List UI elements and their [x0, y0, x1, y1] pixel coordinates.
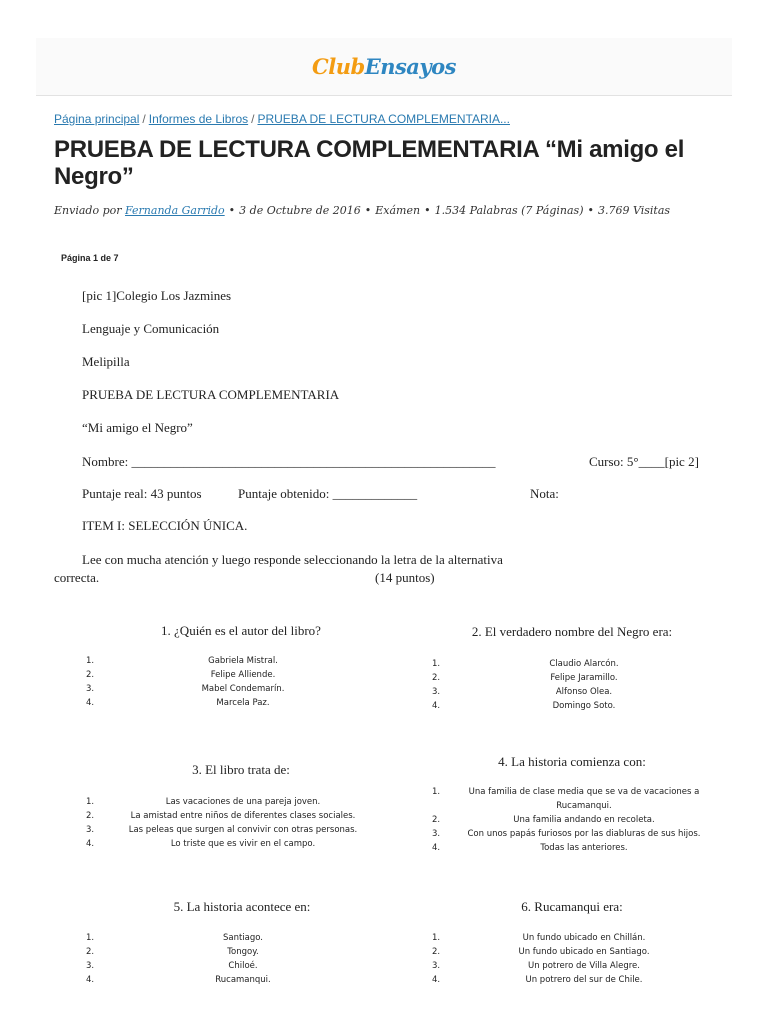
option-row [86, 696, 376, 710]
option-text: Un fundo ubicado en Chillán. [522, 933, 646, 943]
doc-name-field: Nombre: ________________________________________________________ [82, 454, 496, 469]
page-indicator: Página 1 de 7 [61, 253, 119, 263]
option-text: Domingo Soto. [552, 701, 616, 711]
option-row [432, 827, 712, 841]
logo-ensayos: Ensayos [364, 54, 456, 79]
option-number: 3. [86, 684, 95, 694]
option-text: Las vacaciones de una pareja joven. [165, 797, 321, 807]
option-row [86, 795, 376, 809]
doc-instructions-cont: correcta. [54, 570, 100, 585]
option-row [432, 699, 712, 713]
author-link[interactable]: Fernanda Garrido [125, 204, 225, 217]
question-3-title: 3. El libro trata de: [192, 762, 290, 777]
option-row [86, 931, 376, 945]
question-6-options [432, 931, 712, 987]
breadcrumb [54, 112, 510, 126]
meta-bullet: • [228, 204, 236, 217]
option-text: Un potrero de Villa Alegre. [528, 961, 640, 971]
option-row [432, 841, 712, 855]
doc-instructions-points: (14 puntos) [375, 570, 435, 585]
option-row [86, 668, 376, 682]
question-6-title: 6. Rucamanqui era: [521, 899, 623, 914]
option-row [86, 945, 376, 959]
option-number: 3. [86, 825, 95, 835]
option-row [86, 959, 376, 973]
meta-bullet: • [424, 204, 431, 217]
question-4-options [432, 785, 712, 855]
doc-course-field: Curso: 5°____[pic 2] [589, 454, 699, 469]
breadcrumb-home-link[interactable]: Página principal [54, 112, 140, 126]
breadcrumb-current-link[interactable]: PRUEBA DE LECTURA COMPLEMENTARIA... [257, 112, 510, 126]
document-meta [54, 204, 670, 217]
option-text: Rucamanqui. [215, 975, 271, 985]
option-row [432, 657, 712, 671]
option-text: Una familia de clase media que se va de vacaciones a Rucamanqui. [468, 787, 700, 811]
site-logo[interactable] [312, 54, 456, 79]
option-text: Tongoy. [227, 947, 259, 957]
option-number: 2. [86, 947, 95, 957]
option-number: 3. [86, 961, 95, 971]
option-number: 4. [86, 839, 95, 849]
meta-words: 1.534 Palabras (7 Páginas) [434, 204, 584, 217]
option-text: Con unos papás furiosos por las diabluras de sus hijos. [467, 829, 701, 839]
option-number: 2. [432, 947, 441, 957]
option-number: 1. [432, 933, 441, 943]
option-row [432, 959, 712, 973]
doc-item-heading: ITEM I: SELECCIÓN ÚNICA. [82, 518, 248, 533]
meta-bullet: • [364, 204, 372, 217]
option-number: 3. [432, 829, 441, 839]
option-text: La amistad entre niños de diferentes clases sociales. [130, 811, 356, 821]
sent-by-label: Enviado por [54, 204, 122, 217]
doc-instructions: Lee con mucha atención y luego responde seleccionando la letra de la alternativa [82, 552, 503, 567]
option-number: 4. [432, 975, 441, 985]
option-text: Un potrero del sur de Chile. [525, 975, 643, 985]
option-text: Las peleas que surgen al convivir con otras personas. [128, 825, 358, 835]
option-text: Felipe Alliende. [210, 670, 276, 680]
doc-line-subject: Lenguaje y Comunicación [82, 321, 220, 336]
option-row [86, 809, 376, 823]
meta-date: 3 de Octubre de 2016 [239, 204, 361, 217]
meta-visits: 3.769 Visitas [598, 204, 671, 217]
option-number: 2. [432, 673, 441, 683]
option-number: 1. [86, 797, 95, 807]
logo-club: Club [312, 54, 365, 79]
option-number: 4. [432, 843, 441, 853]
option-text: Chiloé. [228, 961, 258, 971]
option-text: Santiago. [222, 933, 264, 943]
option-text: Marcela Paz. [216, 698, 270, 708]
option-number: 4. [432, 701, 441, 711]
option-row [432, 931, 712, 945]
option-number: 3. [432, 961, 441, 971]
meta-type: Exámen [375, 204, 421, 217]
option-row [432, 973, 712, 987]
option-number: 1. [86, 656, 95, 666]
question-4-title: 4. La historia comienza con: [498, 754, 646, 769]
doc-line-book-title: “Mi amigo el Negro” [82, 420, 193, 435]
option-number: 4. [86, 698, 95, 708]
option-text: Claudio Alarcón. [549, 659, 619, 669]
option-text: Lo triste que es vivir en el campo. [170, 839, 316, 849]
option-row [432, 945, 712, 959]
option-text: Todas las anteriores. [540, 843, 628, 853]
question-5-options [86, 931, 376, 987]
option-text: Gabriela Mistral. [208, 656, 278, 666]
breadcrumb-separator: / [251, 112, 255, 126]
option-row [86, 682, 376, 696]
option-row [432, 785, 712, 813]
option-number: 1. [432, 787, 441, 797]
option-row [432, 813, 712, 827]
option-number: 1. [432, 659, 441, 669]
option-text: Un fundo ubicado en Santiago. [518, 947, 650, 957]
option-row [432, 685, 712, 699]
option-number: 2. [86, 670, 95, 680]
breadcrumb-separator: / [142, 112, 146, 126]
option-text: Felipe Jaramillo. [550, 673, 618, 683]
option-row [86, 654, 376, 668]
option-row [86, 837, 376, 851]
doc-score-obtained: Puntaje obtenido: _____________ [238, 486, 418, 501]
question-5-title: 5. La historia acontece en: [173, 899, 311, 914]
doc-line-test-title: PRUEBA DE LECTURA COMPLEMENTARIA [82, 387, 340, 402]
question-2-options [432, 657, 712, 713]
option-text: Alfonso Olea. [555, 687, 613, 697]
question-1-title: 1. ¿Quién es el autor del libro? [161, 623, 321, 638]
option-number: 2. [432, 815, 441, 825]
option-row [432, 671, 712, 685]
option-number: 4. [86, 975, 95, 985]
site-header [36, 38, 732, 96]
option-row [86, 973, 376, 987]
option-text: Una familia andando en recoleta. [513, 815, 655, 825]
option-number: 1. [86, 933, 95, 943]
doc-score-total: Puntaje real: 43 puntos [82, 486, 202, 501]
question-2-title: 2. El verdadero nombre del Negro era: [471, 624, 673, 639]
breadcrumb-category-link[interactable]: Informes de Libros [148, 112, 249, 126]
question-1-options [86, 654, 376, 710]
option-number: 3. [432, 687, 441, 697]
question-3-options [86, 795, 376, 851]
meta-bullet: • [587, 204, 594, 217]
option-row [86, 823, 376, 837]
doc-line-city: Melipilla [82, 354, 130, 369]
option-text: Mabel Condemarín. [201, 684, 285, 694]
page-title: PRUEBA DE LECTURA COMPLEMENTARIA “Mi amigo el Negro” [54, 136, 685, 190]
doc-line-school: [pic 1]Colegio Los Jazmines [82, 288, 232, 303]
doc-grade-field: Nota: [530, 486, 559, 501]
option-number: 2. [86, 811, 95, 821]
